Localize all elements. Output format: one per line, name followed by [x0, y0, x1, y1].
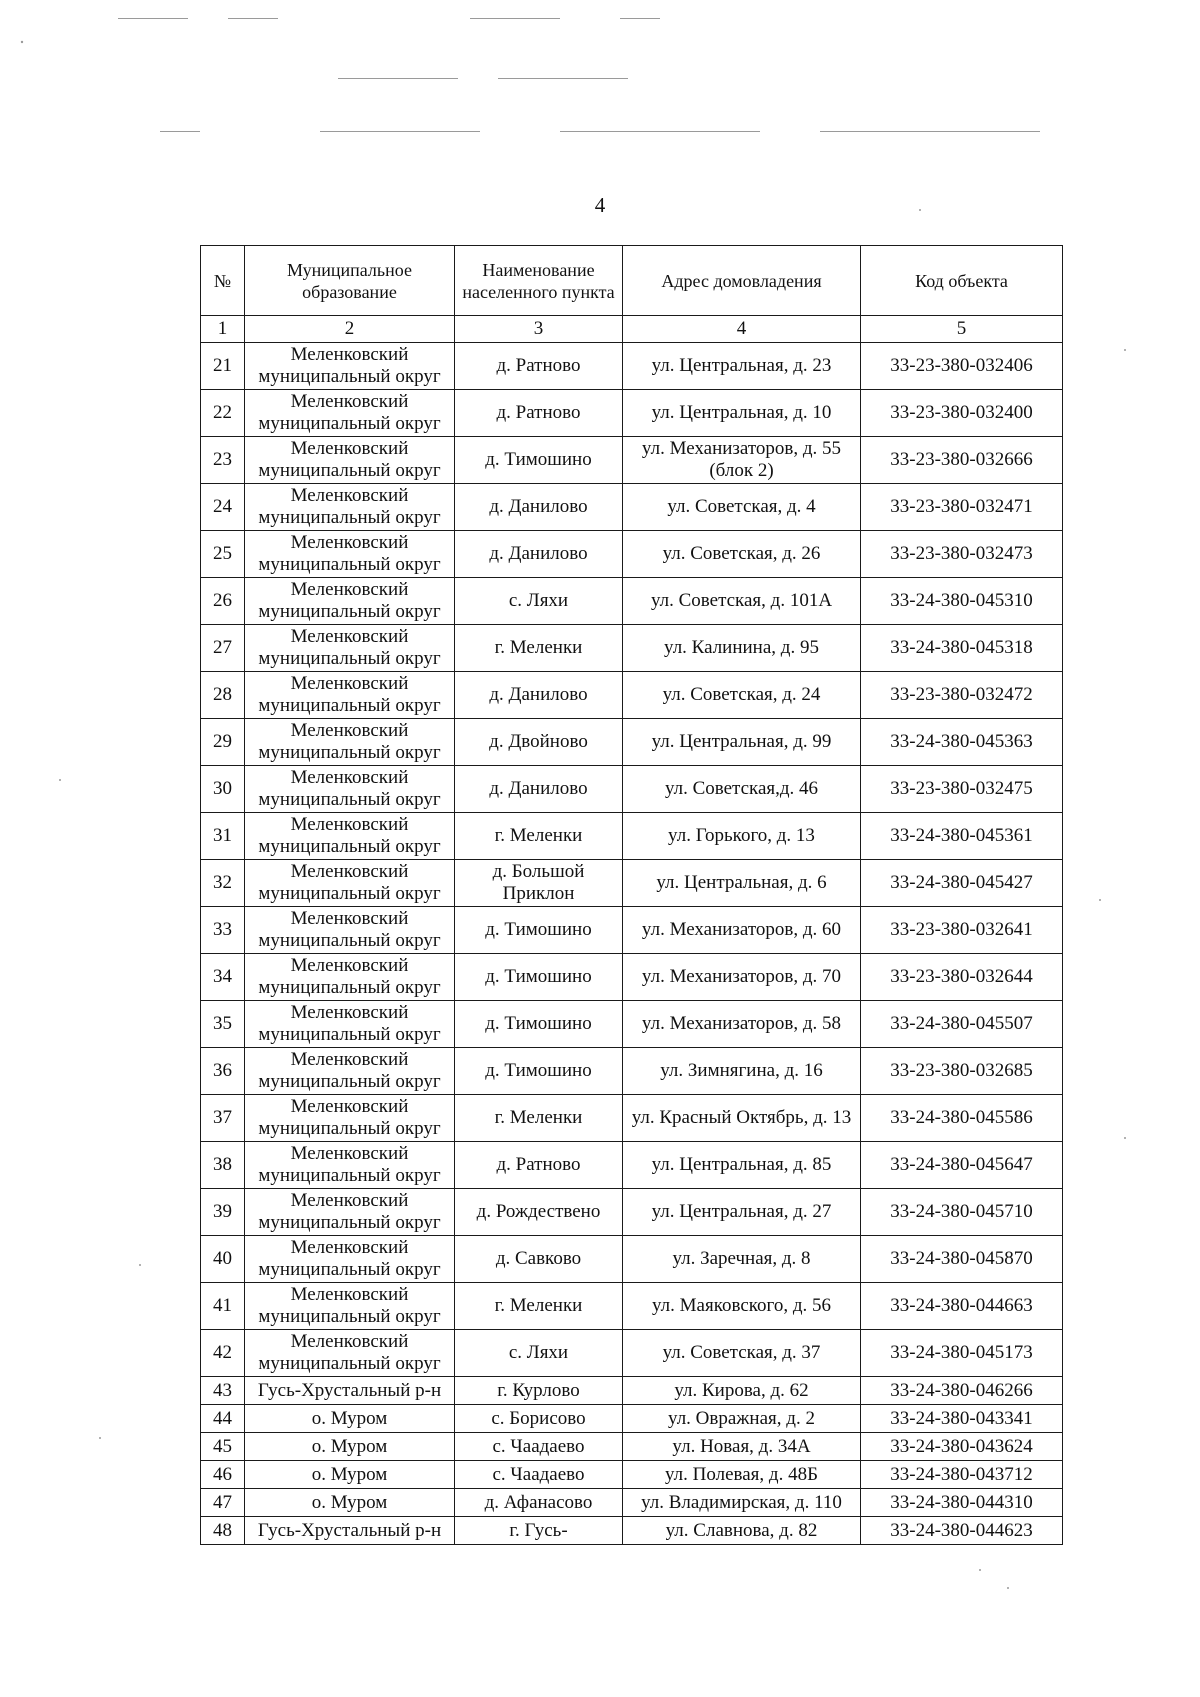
object-code-cell: 33-24-380-045361 [861, 813, 1063, 860]
municipality-cell: Меленковский муниципальный округ [245, 1095, 455, 1142]
municipality-cell: Меленковский муниципальный округ [245, 578, 455, 625]
locality-cell: д. Афанасово [455, 1489, 623, 1517]
row-number: 32 [201, 860, 245, 907]
column-number: 5 [861, 316, 1063, 343]
object-code-cell: 33-24-380-044623 [861, 1517, 1063, 1545]
row-number: 36 [201, 1048, 245, 1095]
municipality-cell: Меленковский муниципальный округ [245, 1001, 455, 1048]
object-code-cell: 33-24-380-045586 [861, 1095, 1063, 1142]
locality-cell: д. Большой Приклон [455, 860, 623, 907]
municipality-cell: Меленковский муниципальный округ [245, 531, 455, 578]
municipality-cell: Меленковский муниципальный округ [245, 1236, 455, 1283]
municipality-cell: Меленковский муниципальный округ [245, 813, 455, 860]
row-number: 44 [201, 1405, 245, 1433]
table-row [201, 1048, 1063, 1095]
row-number: 41 [201, 1283, 245, 1330]
locality-cell: д. Савково [455, 1236, 623, 1283]
address-cell: ул. Полевая, д. 48Б [623, 1461, 861, 1489]
table-row [201, 1517, 1063, 1545]
object-code-cell: 33-24-380-043712 [861, 1461, 1063, 1489]
address-cell: ул. Владимирская, д. 110 [623, 1489, 861, 1517]
locality-cell: с. Чаадаево [455, 1461, 623, 1489]
locality-cell: г. Меленки [455, 1095, 623, 1142]
municipality-cell: Меленковский муниципальный округ [245, 1142, 455, 1189]
municipality-cell: Меленковский муниципальный округ [245, 390, 455, 437]
object-code-cell: 33-24-380-044310 [861, 1489, 1063, 1517]
locality-cell: д. Рождествено [455, 1189, 623, 1236]
table-row [201, 390, 1063, 437]
table-row [201, 1405, 1063, 1433]
municipality-cell: Меленковский муниципальный округ [245, 907, 455, 954]
table-row [201, 578, 1063, 625]
row-number: 43 [201, 1377, 245, 1405]
locality-cell: д. Двойново [455, 719, 623, 766]
address-cell: ул. Советская, д. 24 [623, 672, 861, 719]
table-row [201, 343, 1063, 390]
header-locality: Наименование населенного пункта [455, 246, 623, 316]
row-number: 28 [201, 672, 245, 719]
municipality-cell: Меленковский муниципальный округ [245, 1189, 455, 1236]
address-cell: ул. Советская, д. 26 [623, 531, 861, 578]
table-body [201, 343, 1063, 1545]
header-number: № [201, 246, 245, 316]
address-cell: ул. Кирова, д. 62 [623, 1377, 861, 1405]
address-cell: ул. Центральная, д. 23 [623, 343, 861, 390]
locality-cell: д. Тимошино [455, 437, 623, 484]
header-municipality: Муниципальное образование [245, 246, 455, 316]
row-number: 23 [201, 437, 245, 484]
column-number-row [201, 316, 1063, 343]
table-row [201, 1142, 1063, 1189]
object-code-cell: 33-24-380-045427 [861, 860, 1063, 907]
object-code-cell: 33-24-380-045363 [861, 719, 1063, 766]
municipality-cell: Гусь-Хрустальный р-н [245, 1517, 455, 1545]
address-cell: ул. Новая, д. 34А [623, 1433, 861, 1461]
table-row [201, 719, 1063, 766]
address-cell: ул. Советская, д. 101А [623, 578, 861, 625]
locality-cell: д. Тимошино [455, 1001, 623, 1048]
municipality-cell: Меленковский муниципальный округ [245, 766, 455, 813]
row-number: 38 [201, 1142, 245, 1189]
table-row [201, 1236, 1063, 1283]
municipality-cell: Меленковский муниципальный округ [245, 1330, 455, 1377]
municipality-cell: Меленковский муниципальный округ [245, 437, 455, 484]
locality-cell: д. Данилово [455, 672, 623, 719]
object-code-cell: 33-23-380-032666 [861, 437, 1063, 484]
municipality-cell: о. Муром [245, 1405, 455, 1433]
table-row [201, 766, 1063, 813]
address-cell: ул. Центральная, д. 10 [623, 390, 861, 437]
object-code-cell: 33-24-380-043341 [861, 1405, 1063, 1433]
municipality-cell: о. Муром [245, 1461, 455, 1489]
row-number: 33 [201, 907, 245, 954]
object-code-cell: 33-23-380-032685 [861, 1048, 1063, 1095]
column-number: 2 [245, 316, 455, 343]
municipality-cell: Меленковский муниципальный округ [245, 484, 455, 531]
municipality-cell: Меленковский муниципальный округ [245, 1048, 455, 1095]
row-number: 25 [201, 531, 245, 578]
address-cell: ул. Красный Октябрь, д. 13 [623, 1095, 861, 1142]
locality-cell: г. Меленки [455, 1283, 623, 1330]
table-row [201, 1095, 1063, 1142]
table-row [201, 1283, 1063, 1330]
row-number: 26 [201, 578, 245, 625]
object-code-cell: 33-24-380-045710 [861, 1189, 1063, 1236]
locality-cell: г. Курлово [455, 1377, 623, 1405]
table-row [201, 860, 1063, 907]
row-number: 30 [201, 766, 245, 813]
object-code-cell: 33-23-380-032641 [861, 907, 1063, 954]
row-number: 21 [201, 343, 245, 390]
row-number: 39 [201, 1189, 245, 1236]
object-code-cell: 33-23-380-032406 [861, 343, 1063, 390]
municipality-cell: Меленковский муниципальный округ [245, 1283, 455, 1330]
header-address: Адрес домовладения [623, 246, 861, 316]
table-row [201, 625, 1063, 672]
object-code-cell: 33-23-380-032644 [861, 954, 1063, 1001]
table-row [201, 1489, 1063, 1517]
table-header-row [201, 246, 1063, 316]
address-cell: ул. Центральная, д. 85 [623, 1142, 861, 1189]
row-number: 24 [201, 484, 245, 531]
table-row [201, 907, 1063, 954]
municipality-cell: Гусь-Хрустальный р-н [245, 1377, 455, 1405]
locality-cell: г. Меленки [455, 813, 623, 860]
locality-cell: д. Тимошино [455, 954, 623, 1001]
column-number: 3 [455, 316, 623, 343]
locality-cell: д. Данилово [455, 484, 623, 531]
table-row [201, 1433, 1063, 1461]
address-cell: ул. Калинина, д. 95 [623, 625, 861, 672]
locality-cell: д. Ратново [455, 343, 623, 390]
table-row [201, 1189, 1063, 1236]
address-cell: ул. Зимнягина, д. 16 [623, 1048, 861, 1095]
row-number: 29 [201, 719, 245, 766]
row-number: 37 [201, 1095, 245, 1142]
row-number: 40 [201, 1236, 245, 1283]
table-row [201, 484, 1063, 531]
object-code-cell: 33-23-380-032475 [861, 766, 1063, 813]
address-cell: ул. Центральная, д. 6 [623, 860, 861, 907]
municipality-cell: Меленковский муниципальный округ [245, 954, 455, 1001]
locality-cell: с. Чаадаево [455, 1433, 623, 1461]
table-row [201, 531, 1063, 578]
address-cell: ул. Центральная, д. 27 [623, 1189, 861, 1236]
page-number: 4 [594, 193, 606, 217]
locality-cell: д. Ратново [455, 1142, 623, 1189]
address-cell: ул. Центральная, д. 99 [623, 719, 861, 766]
row-number: 22 [201, 390, 245, 437]
object-code-cell: 33-24-380-043624 [861, 1433, 1063, 1461]
municipality-cell: Меленковский муниципальный округ [245, 625, 455, 672]
row-number: 31 [201, 813, 245, 860]
table-row [201, 1330, 1063, 1377]
object-code-cell: 33-23-380-032472 [861, 672, 1063, 719]
object-code-cell: 33-24-380-045507 [861, 1001, 1063, 1048]
locality-cell: д. Тимошино [455, 907, 623, 954]
locality-cell: д. Тимошино [455, 1048, 623, 1095]
object-code-cell: 33-24-380-044663 [861, 1283, 1063, 1330]
table-row [201, 437, 1063, 484]
address-cell: ул. Горького, д. 13 [623, 813, 861, 860]
column-number: 1 [201, 316, 245, 343]
object-code-cell: 33-24-380-045310 [861, 578, 1063, 625]
object-code-cell: 33-24-380-046266 [861, 1377, 1063, 1405]
row-number: 27 [201, 625, 245, 672]
row-number: 47 [201, 1489, 245, 1517]
address-cell: ул. Советская, д. 37 [623, 1330, 861, 1377]
municipality-cell: Меленковский муниципальный округ [245, 719, 455, 766]
municipality-cell: Меленковский муниципальный округ [245, 860, 455, 907]
locality-cell: г. Меленки [455, 625, 623, 672]
document-table-container [200, 245, 1062, 1545]
row-number: 34 [201, 954, 245, 1001]
locality-cell: с. Борисово [455, 1405, 623, 1433]
locality-cell: г. Гусь- [455, 1517, 623, 1545]
address-cell: ул. Механизаторов, д. 60 [623, 907, 861, 954]
address-cell: ул. Советская,д. 46 [623, 766, 861, 813]
locality-cell: с. Ляхи [455, 1330, 623, 1377]
address-cell: ул. Механизаторов, д. 70 [623, 954, 861, 1001]
object-code-cell: 33-23-380-032400 [861, 390, 1063, 437]
address-cell: ул. Славнова, д. 82 [623, 1517, 861, 1545]
table-row [201, 1461, 1063, 1489]
table-row [201, 672, 1063, 719]
table-row [201, 1001, 1063, 1048]
address-cell: ул. Советская, д. 4 [623, 484, 861, 531]
table-row [201, 1377, 1063, 1405]
row-number: 46 [201, 1461, 245, 1489]
locality-cell: с. Ляхи [455, 578, 623, 625]
object-code-cell: 33-24-380-045647 [861, 1142, 1063, 1189]
locality-cell: д. Ратново [455, 390, 623, 437]
locality-cell: д. Данилово [455, 531, 623, 578]
address-cell: ул. Овражная, д. 2 [623, 1405, 861, 1433]
address-cell: ул. Заречная, д. 8 [623, 1236, 861, 1283]
row-number: 42 [201, 1330, 245, 1377]
locality-cell: д. Данилово [455, 766, 623, 813]
address-cell: ул. Механизаторов, д. 55 (блок 2) [623, 437, 861, 484]
row-number: 48 [201, 1517, 245, 1545]
object-code-cell: 33-24-380-045870 [861, 1236, 1063, 1283]
municipality-cell: Меленковский муниципальный округ [245, 343, 455, 390]
column-number: 4 [623, 316, 861, 343]
object-code-cell: 33-24-380-045318 [861, 625, 1063, 672]
municipality-cell: о. Муром [245, 1433, 455, 1461]
object-code-cell: 33-23-380-032473 [861, 531, 1063, 578]
table-row [201, 813, 1063, 860]
municipality-cell: о. Муром [245, 1489, 455, 1517]
table-row [201, 954, 1063, 1001]
municipality-cell: Меленковский муниципальный округ [245, 672, 455, 719]
address-cell: ул. Маяковского, д. 56 [623, 1283, 861, 1330]
header-object-code: Код объекта [861, 246, 1063, 316]
row-number: 45 [201, 1433, 245, 1461]
address-cell: ул. Механизаторов, д. 58 [623, 1001, 861, 1048]
object-code-cell: 33-24-380-045173 [861, 1330, 1063, 1377]
object-code-cell: 33-23-380-032471 [861, 484, 1063, 531]
row-number: 35 [201, 1001, 245, 1048]
households-table [200, 245, 1063, 1545]
